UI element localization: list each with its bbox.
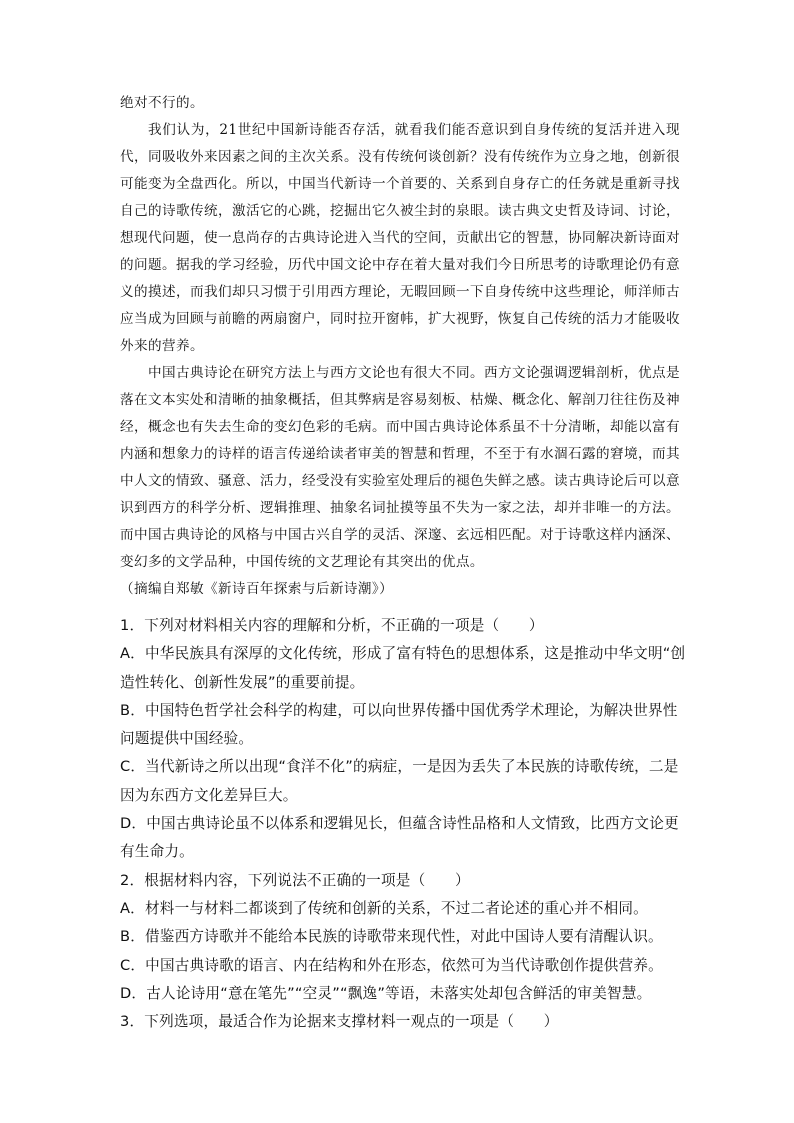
option-c: C．当代新诗之所以出现“食洋不化”的病症，一是因为丢失了本民族的诗歌传统，二是因为东西方文化差异巨大。 [120, 758, 679, 804]
option-b: B．借鉴西方诗歌并不能给本民族的诗歌带来现代性，对此中国诗人要有清醒认识。 [120, 928, 663, 946]
passage-paragraph: 我们认为，21世纪中国新诗能否存活，就看我们能否意识到自身传统的复活并进入现代，同吸收外来因素之间的主次关系。没有传统何谈创新？没有传统作为立身之地，创新很可能变为全盘西化。所以，中国当代新诗一个首要的、关系到自身存亡的任务就是重新寻找自己的诗歌传统，激活它的心跳，挖掘出它久被尘封的泉眼。读古典文史哲及诗词、讨论，想现代问题，使一息尚存的古典诗论进入当代的空间，贡献出它的智慧，协同解决新诗面对的问题。据我的学习经验，历代中国文论中存在着大量对我们今日所思考的诗歌理论仍有意义的摸述，而我们却只习惯于引用西方理论，无暇回顾一下自身传统中这些理论，师洋师古应当成为回顾与前瞻的两扇窗户，同时拉开窗帏，扩大视野，恢复自己传统的活力才能吸收外来的营养。 [120, 122, 680, 354]
question-3 [120, 1008, 686, 1036]
question-stem: 2．根据材料内容，下列说法不正确的一项是（ ） [120, 871, 470, 889]
passage-paragraph: 绝对不行的。 [120, 95, 204, 111]
question-1 [120, 612, 686, 867]
question-stem: 3．下列选项，最适合作为论据来支撑材料一观点的一项是（ ） [120, 1013, 559, 1031]
question-2 [120, 867, 686, 1008]
option-d: D．古人论诗用“意在笔先”“空灵”“飘逸”等语，未落实处却包含鲜活的审美智慧。 [120, 984, 652, 1002]
option-d: D．中国古典诗论虽不以体系和逻辑见长，但蕴含诗性品格和人文情致，比西方文论更有生命力。 [120, 815, 679, 861]
option-a: A．材料一与材料二都谈到了传统和创新的关系，不过二者论述的重心并不相同。 [120, 899, 648, 917]
passage-source: （摘编自郑敏《新诗百年探索与后新诗潮》） [120, 581, 394, 597]
passage-paragraph: 中国古典诗论在研究方法上与西方文论也有很大不同。西方文论强调逻辑剖析，优点是落在文本实处和清晰的抽象概括，但其弊病是容易刻板、枯燥、概念化、解剖刀往往伤及神经，概念也有失去生命的变幻色彩的毛病。而中国古典诗论体系虽不十分清晰，却能以富有内涵和想象力的诗样的语言传递给读者审美的智慧和哲理，不至于有水涸石露的窘境，而其中人文的情致、骚意、活力，经受没有实验室处理后的褪色失鲜之感。读古典诗论后可以意识到西方的科学分析、逻辑推理、抽象名词扯摸等虽不失为一家之法，却并非唯一的方法。而中国古典诗论的风格与中国古兴自学的灵活、深邃、玄远相匹配。对于诗歌这样内涵深、变幻多的文学品种，中国传统的文艺理论有其突出的优点。 [120, 365, 680, 570]
question-list [120, 612, 686, 1036]
option-c: C．中国古典诗歌的语言、内在结构和外在形态，依然可为当代诗歌创作提供营养。 [120, 956, 663, 974]
option-a: A．中华民族具有深厚的文化传统，形成了富有特色的思想体系，这是推动中华文明“创造性转化、创新性发展”的重要前提。 [120, 645, 686, 691]
question-stem: 1．下列对材料相关内容的理解和分析，不正确的一项是（ ） [120, 617, 544, 634]
reading-passage [120, 90, 680, 603]
option-b: B．中国特色哲学社会科学的构建，可以向世界传播中国优秀学术理论，为解决世界性问题提供中国经验。 [120, 701, 678, 748]
